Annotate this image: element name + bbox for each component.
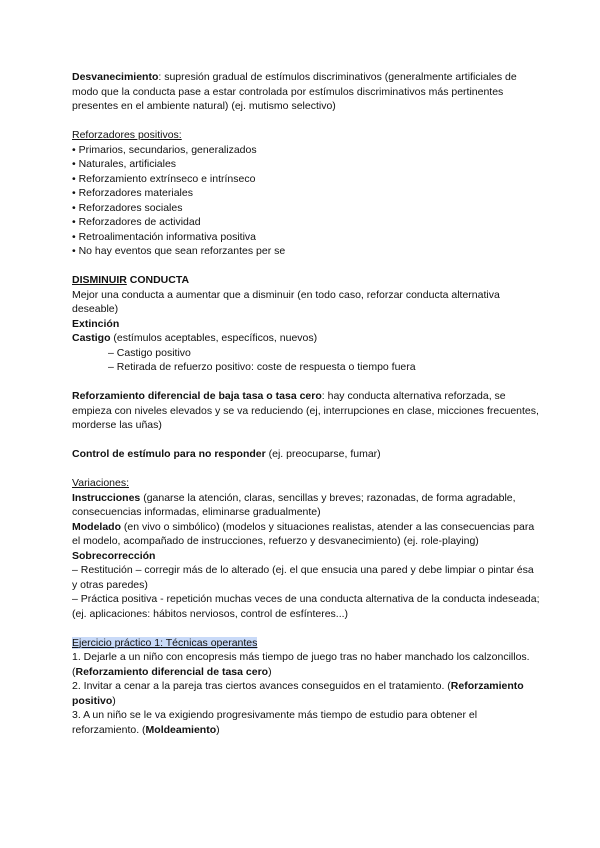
ejercicio-item-answer: Reforzamiento positivo xyxy=(72,680,524,707)
list-item: • Reforzamiento extrínseco e intrínseco xyxy=(72,172,540,187)
instrucciones-paragraph xyxy=(72,491,540,520)
ejercicio-item-close: ) xyxy=(268,665,272,678)
ejercicio-item-close: ) xyxy=(216,723,220,736)
modelado-text: (en vivo o simbólico) (modelos y situaciones realistas, atender a las consecuencias para el modelo, acompañado de instrucciones, refuerzo y desvanecimiento) (ej. role-playing) xyxy=(72,520,535,547)
reforzadores-heading: Reforzadores positivos: xyxy=(72,129,182,141)
ejercicio-heading-line xyxy=(72,636,540,651)
ejercicio-item-text: 2. Invitar a cenar a la pareja tras ciertos avances conseguidos en el tratamiento. ( xyxy=(72,680,451,692)
rdb-paragraph xyxy=(72,389,540,433)
sobrecorreccion-item: – Práctica positiva - repetición muchas veces de una conducta alternativa de la conducta indeseada; (ej. aplicaciones: hábitos nerviosos, control de esfínteres...) xyxy=(72,593,540,620)
list-item: • Reforzadores materiales xyxy=(72,186,540,201)
ejercicio-item-close: ) xyxy=(112,694,116,707)
disminuir-heading-b: CONDUCTA xyxy=(126,274,190,286)
list-item: • Retroalimentación informativa positiva xyxy=(72,230,540,245)
instrucciones-term: Instrucciones xyxy=(72,491,141,504)
instrucciones-text: (ganarse la atención, claras, sencillas y breves; razonadas, de forma agradable, consecuencias informadas, eliminarse gradualmente) xyxy=(72,491,516,518)
desvanecimiento-text: : supresión gradual de estímulos discriminativos (generalmente artificiales de modo que la conducta pase a estar controlada por estímulos discriminativos más pertinentes presentes en el ambiente natural) (ej. mutismo selectivo) xyxy=(72,71,517,112)
variaciones-heading: Variaciones: xyxy=(72,477,130,489)
ejercicio-item xyxy=(72,650,540,679)
ejercicio-item-text: 3. A un niño se le va exigiendo progresivamente más tiempo de estudio para obtener el reforzamiento. ( xyxy=(72,709,478,736)
ejercicio-item xyxy=(72,708,540,737)
ejercicio-item xyxy=(72,679,540,708)
modelado-term: Modelado xyxy=(72,520,121,533)
ejercicio-item-answer: Moldeamiento xyxy=(145,723,217,736)
rdb-text: : hay conducta alternativa reforzada, se empieza con niveles elevados y se va reduciendo (ej, interrupciones en clase, micciones frecuentes, morderse las uñas) xyxy=(72,390,539,431)
list-item: • Reforzadores sociales xyxy=(72,201,540,216)
castigo-term: Castigo xyxy=(72,332,111,344)
ejercicio-heading: Ejercicio práctico 1: Técnicas operantes xyxy=(72,636,258,649)
sobrecorreccion-label: Sobrecorrección xyxy=(72,549,156,562)
disminuir-intro: Mejor una conducta a aumentar que a disminuir (en todo caso, reforzar conducta alternativa deseable) xyxy=(72,288,500,315)
castigo-paragraph xyxy=(72,331,540,346)
ejercicio-item-text: 1. Dejarle a un niño con encopresis más tiempo de juego tras no haber manchado los calzoncillos. ( xyxy=(72,651,530,678)
desvanecimiento-term: Desvanecimiento xyxy=(72,71,159,83)
castigo-text: (estímulos aceptables, específicos, nuevos) xyxy=(110,332,318,344)
list-item: – Castigo positivo xyxy=(108,346,540,361)
sobrecorreccion-item: – Restitución – corregir más de lo alterado (ej. el que ensucia una pared y debe limpiar o pintar ésa y otras paredes) xyxy=(72,564,534,591)
control-text: (ej. preocuparse, fumar) xyxy=(265,448,381,460)
control-paragraph xyxy=(72,447,540,462)
list-item: • No hay eventos que sean reforzantes per se xyxy=(72,244,540,259)
desvanecimiento-paragraph xyxy=(72,70,540,114)
rdb-term: Reforzamiento diferencial de baja tasa o tasa cero xyxy=(72,390,322,402)
ejercicio-item-answer: Reforzamiento diferencial de tasa cero xyxy=(75,665,269,678)
reforzadores-list xyxy=(72,143,540,259)
modelado-paragraph xyxy=(72,520,540,549)
extincion-label: Extinción xyxy=(72,317,120,330)
control-term: Control de estímulo para no responder xyxy=(72,448,266,460)
disminuir-heading xyxy=(72,273,540,288)
disminuir-heading-a: DISMINUIR xyxy=(72,274,127,286)
list-item: • Primarios, secundarios, generalizados xyxy=(72,143,540,158)
list-item: • Naturales, artificiales xyxy=(72,157,540,172)
list-item: – Retirada de refuerzo positivo: coste de respuesta o tiempo fuera xyxy=(108,360,540,375)
list-item: • Reforzadores de actividad xyxy=(72,215,540,230)
castigo-list xyxy=(72,346,540,375)
